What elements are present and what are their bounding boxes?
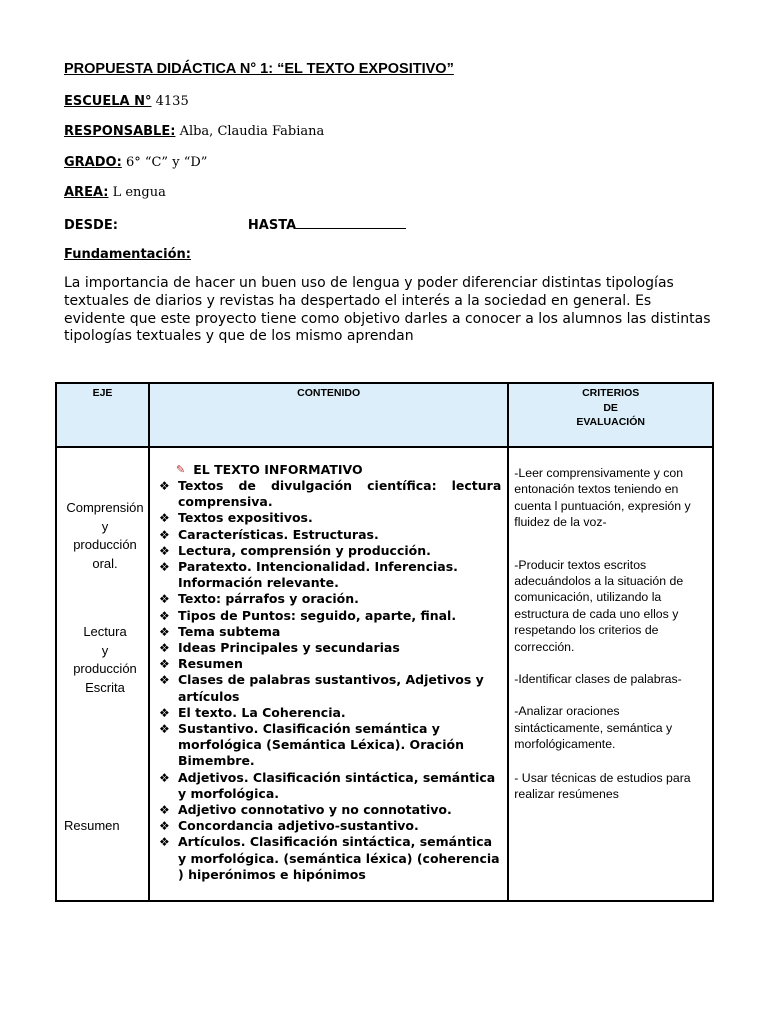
diamond-bullet-icon: ❖ bbox=[159, 819, 170, 834]
contenido-heading-text: EL TEXTO INFORMATIVO bbox=[193, 462, 363, 477]
document-title: PROPUESTA DIDÁCTICA N° 1: “EL TEXTO EXPOSITIVO” bbox=[64, 61, 454, 77]
contenido-item bbox=[158, 818, 501, 834]
fundamentacion-heading bbox=[64, 247, 191, 262]
header-criterios bbox=[508, 383, 713, 447]
diamond-bullet-icon: ❖ bbox=[159, 624, 170, 639]
contenido-item bbox=[158, 802, 501, 818]
diamond-bullet-icon: ❖ bbox=[159, 835, 170, 850]
contenido-cell bbox=[149, 447, 508, 901]
diamond-bullet-icon: ❖ bbox=[159, 511, 170, 526]
contenido-item-text: Adjetivos. Clasificación sintáctica, semántica y morfológica. bbox=[178, 769, 496, 801]
area-value: L engua bbox=[112, 185, 166, 200]
eje-line: Escrita bbox=[85, 679, 125, 695]
contenido-item bbox=[158, 705, 501, 721]
contenido-heading bbox=[176, 462, 501, 478]
diamond-bullet-icon: ❖ bbox=[159, 560, 170, 575]
criterio-item: -Producir textos escritos adecuándolos a la situación de comunicación, utilizando la estructura de cada uno ellos y respetando los criterios de corrección. bbox=[514, 557, 684, 654]
diamond-bullet-icon: ❖ bbox=[159, 673, 170, 688]
contenido-item bbox=[158, 770, 501, 802]
escuela-label: ESCUELA N° bbox=[64, 94, 152, 109]
contenido-item bbox=[158, 510, 501, 526]
diamond-bullet-icon: ❖ bbox=[159, 722, 170, 737]
contenido-item-text: Tema subtema bbox=[178, 623, 281, 639]
contenido-item bbox=[158, 608, 501, 624]
contenido-item-text: Artículos. Clasificación sintáctica, semántica y morfológica. (semántica léxica) (coherencia ) hiperónimos e hipónimos bbox=[178, 834, 500, 882]
responsable-field bbox=[64, 124, 324, 139]
contenido-item-text: Ideas Principales y secundarias bbox=[178, 640, 400, 656]
contenido-item-text: Clases de palabras sustantivos, Adjetivos y artículos bbox=[178, 672, 484, 704]
contenido-item bbox=[158, 672, 501, 704]
table-body-row bbox=[56, 447, 713, 901]
contenido-item-text: Tipos de Puntos: seguido, aparte, final. bbox=[178, 607, 457, 623]
diamond-bullet-icon: ❖ bbox=[159, 803, 170, 818]
criterio-item: -Analizar oraciones sintácticamente, semántica y morfológicamente. bbox=[514, 704, 673, 752]
eje-line: producción bbox=[73, 661, 137, 676]
area-label: AREA: bbox=[64, 185, 109, 200]
desde-label: DESDE: bbox=[64, 218, 118, 233]
contenido-item-text: Sustantivo. Clasificación semántica y morfológica (Semántica Léxica). Oración Bimembre. bbox=[178, 721, 464, 769]
contenido-item bbox=[158, 721, 501, 770]
grado-label: GRADO: bbox=[64, 155, 122, 170]
diamond-bullet-icon: ❖ bbox=[159, 543, 170, 558]
contenido-item-text: Paratexto. Intencionalidad. Inferencias. Información relevante. bbox=[178, 559, 458, 591]
diamond-bullet-icon: ❖ bbox=[159, 641, 170, 656]
contenido-item bbox=[158, 624, 501, 640]
contenido-item-text: Concordancia adjetivo-sustantivo. bbox=[178, 818, 419, 834]
contenido-item bbox=[158, 640, 501, 656]
contenido-item bbox=[158, 834, 501, 883]
header-contenido: CONTENIDO bbox=[149, 383, 508, 447]
hasta-label: HASTA bbox=[247, 218, 297, 233]
eje-line: Resumen bbox=[64, 818, 120, 833]
criterio-item: -Identificar clases de palabras- bbox=[514, 672, 682, 687]
contenido-item bbox=[158, 527, 501, 543]
escuela-value: 4135 bbox=[155, 94, 189, 109]
grado-value: 6° “C” y “D” bbox=[125, 155, 208, 170]
area-field bbox=[64, 185, 166, 200]
contenido-item-text: Características. Estructuras. bbox=[178, 526, 379, 542]
diamond-bullet-icon: ❖ bbox=[159, 592, 170, 607]
pencil-bullet-icon: ✎ bbox=[176, 463, 184, 476]
contenido-item-text: Lectura, comprensión y producción. bbox=[178, 542, 431, 558]
hasta-blank-line bbox=[296, 216, 406, 229]
diamond-bullet-icon: ❖ bbox=[159, 608, 170, 623]
table-header-row bbox=[56, 383, 713, 447]
contenido-item-text: Textos expositivos. bbox=[178, 510, 313, 526]
diamond-bullet-icon: ❖ bbox=[159, 705, 170, 720]
eje-cell bbox=[56, 447, 149, 901]
contenido-item bbox=[158, 478, 501, 510]
eje-line: producción bbox=[73, 537, 137, 552]
diamond-bullet-icon: ❖ bbox=[159, 479, 170, 493]
dates-field bbox=[64, 216, 406, 233]
header-criterios-line: DE bbox=[603, 401, 618, 414]
contenido-item bbox=[158, 559, 501, 591]
contenido-item-text: Resumen bbox=[178, 656, 243, 672]
diamond-bullet-icon: ❖ bbox=[159, 657, 170, 672]
responsable-label: RESPONSABLE: bbox=[64, 124, 176, 139]
eje-line: Lectura bbox=[83, 624, 127, 639]
eje-line: y bbox=[101, 642, 109, 658]
grado-field bbox=[64, 155, 207, 170]
eje-line: oral. bbox=[92, 555, 118, 571]
contenido-item bbox=[158, 656, 501, 672]
planning-table bbox=[55, 382, 714, 902]
eje-resumen bbox=[57, 817, 160, 836]
contenido-item-text: Adjetivo connotativo y no connotativo. bbox=[178, 802, 452, 818]
header-criterios-line: CRITERIOS bbox=[582, 387, 640, 399]
fundamentacion-label: Fundamentación: bbox=[64, 247, 191, 262]
eje-comprension bbox=[57, 499, 153, 573]
diamond-bullet-icon: ❖ bbox=[159, 770, 170, 785]
responsable-value: Alba, Claudia Fabiana bbox=[179, 124, 325, 139]
contenido-item bbox=[158, 591, 501, 607]
header-eje: EJE bbox=[56, 383, 149, 447]
contenido-item-text: Textos de divulgación científica: lectura comprensiva. bbox=[178, 478, 502, 510]
diamond-bullet-icon: ❖ bbox=[159, 527, 170, 542]
contenido-list bbox=[158, 478, 501, 883]
contenido-item-text: El texto. La Coherencia. bbox=[178, 704, 346, 720]
escuela-field bbox=[64, 94, 189, 109]
criterios-cell bbox=[508, 447, 713, 901]
criterio-item: -Leer comprensivamente y con entonación textos teniendo en cuenta l puntuación, expresión y fluidez de la voz- bbox=[514, 466, 691, 530]
fundamentacion-text: La importancia de hacer un buen uso de lengua y poder diferenciar distintas tipologías textuales de diarios y revistas ha despertado el interés a la sociedad en general. Es evidente que este proyecto tiene como objetivo darles a conocer a los alumnos las distintas tipologías textuales y que de los mismo aprendan bbox=[64, 275, 711, 345]
header-criterios-line: EVALUACIÓN bbox=[576, 416, 645, 428]
contenido-item bbox=[158, 543, 501, 559]
contenido-item-text: Texto: párrafos y oración. bbox=[178, 591, 359, 607]
eje-line: Comprensión bbox=[66, 500, 144, 515]
eje-lectura bbox=[57, 623, 153, 697]
criterio-item: - Usar técnicas de estudios para realizar resúmenes bbox=[514, 770, 691, 802]
eje-line: y bbox=[101, 518, 109, 534]
